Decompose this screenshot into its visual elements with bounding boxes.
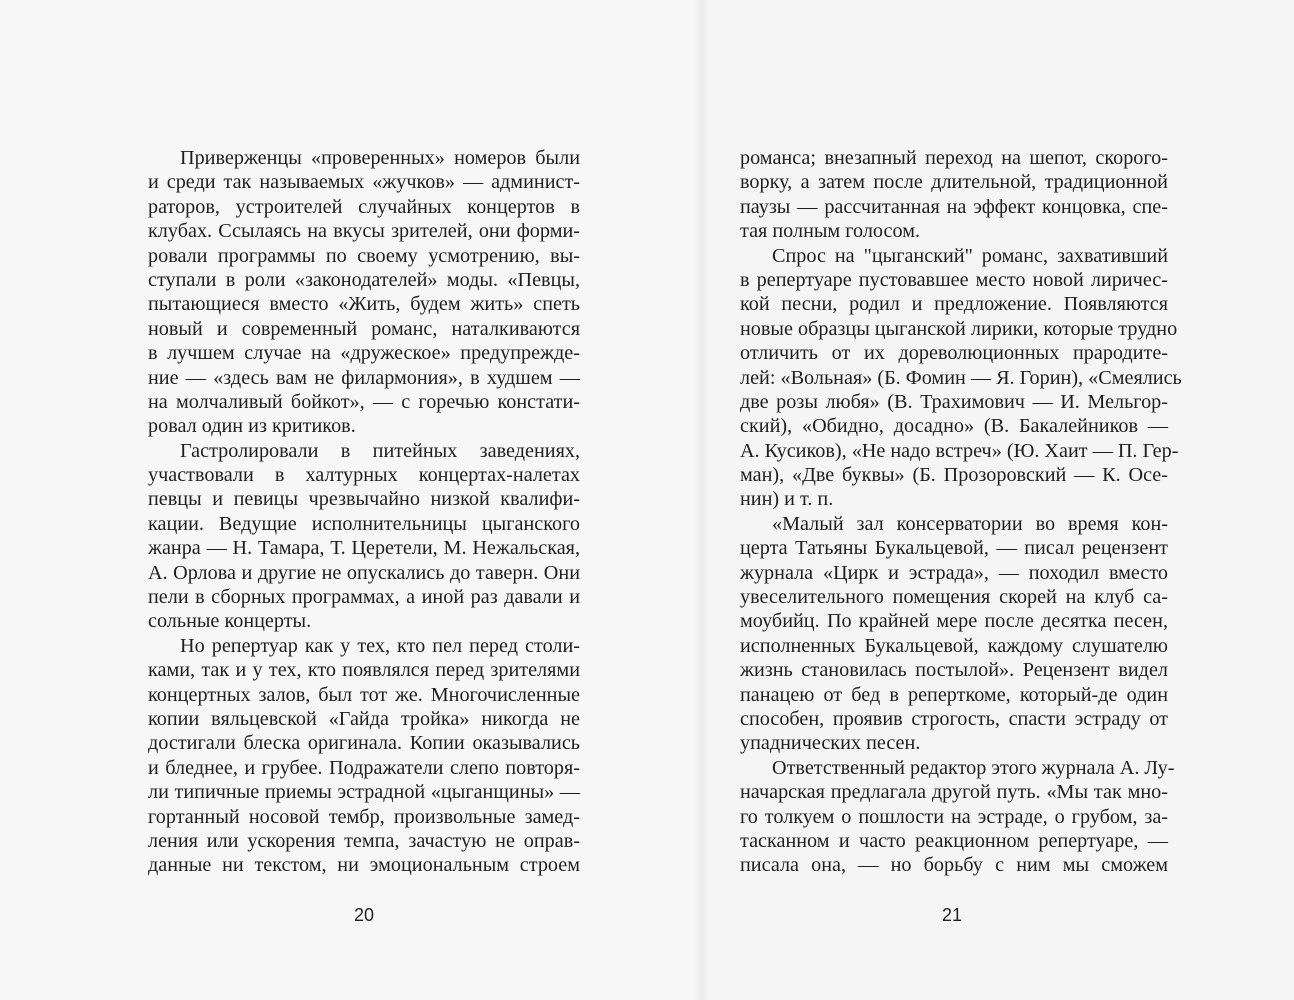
text-line: сольные концерты.: [148, 610, 312, 633]
text-line: гортанный носовой тембр, произвольные замед-: [148, 805, 580, 828]
right-page-text: [740, 146, 1182, 878]
text-line: достигали блеска оригинала. Копии оказывались: [148, 732, 580, 755]
text-line: ли типичные приемы эстрадной «цыганщины» —: [148, 781, 580, 804]
text-line: кации. Ведущие исполнительницы цыганского: [148, 512, 580, 535]
text-line: копии вяльцевской «Гайда тройка» никогда не: [148, 707, 580, 730]
left-page-number: 20: [354, 905, 375, 925]
text-line: кой песни, родил и предложение. Появляются: [740, 293, 1168, 316]
text-line: А. Кусиков), «Не надо встреч» (Ю. Хаит — П. Гер-: [740, 439, 1179, 462]
text-line: две розы любя» (В. Трахимович — И. Мельгор-: [740, 390, 1168, 413]
text-line: Гастролировали в питейных заведениях,: [180, 439, 580, 462]
text-line: на молчаливый бойкот», — с горечью констати-: [148, 390, 580, 413]
text-line: концертных залов, был тот же. Многочисленные: [148, 683, 580, 706]
text-line: журнала «Цирк и эстрада», — походил вместо: [740, 561, 1168, 584]
text-line: отличить от их дореволюционных прародите-: [740, 342, 1168, 365]
text-line: упаднических песен.: [740, 732, 921, 755]
text-line: новый и современный романс, наталкиваются: [148, 317, 580, 340]
text-line: Приверженцы «проверенных» номеров были: [180, 147, 580, 169]
text-line: ние — «здесь вам не филармония», в худшем —: [148, 366, 580, 389]
text-line: тая полным голосом.: [740, 220, 921, 243]
text-line: паузы — рассчитанная на эффект концовка, спе-: [740, 195, 1168, 218]
left-page-text: [148, 146, 580, 878]
text-line: ворку, а затем после длительной, традиционной: [740, 171, 1168, 194]
text-line: Ответственный редактор этого журнала А. Лу-: [772, 756, 1175, 779]
book-gutter: [692, 0, 710, 1000]
text-line: в репертуаре пустовавшее место новой лиричес-: [740, 268, 1168, 291]
text-line: тасканном и часто реакционном репертуаре, —: [740, 829, 1168, 852]
text-line: лей: «Вольная» (Б. Фомин — Я. Горин), «Смеялись: [740, 366, 1182, 389]
text-line: клубах. Ссылаясь на вкусы зрителей, они форми-: [148, 220, 580, 243]
right-page-number: 21: [942, 905, 963, 925]
text-line: романса; внезапный переход на шепот, скорого-: [740, 147, 1168, 169]
text-line: в лучшем случае на «дружеское» предупрежде-: [148, 342, 580, 365]
text-line: писала она, — но борьбу с ним мы сможем: [740, 854, 1168, 877]
text-line: панацею от бед в реперткоме, который-де один: [740, 683, 1168, 706]
text-line: ступали в роли «законодателей» моды. «Певцы,: [148, 268, 580, 291]
text-line: «Малый зал консерватории во время кон-: [772, 512, 1168, 535]
text-line: ский), «Обидно, досадно» (В. Бакалейников —: [740, 415, 1168, 438]
text-line: нин) и т. п.: [740, 488, 834, 511]
text-line: моубийц. По крайней мере после десятка песен,: [740, 610, 1168, 633]
text-line: пели в сборных программах, а иной раз давали и: [148, 586, 580, 609]
text-line: ровали программы по своему усмотрению, вы-: [148, 244, 580, 267]
text-line: участвовали в халтурных концертах-налетах: [148, 464, 580, 487]
text-line: увеселительного помещения скорей на клуб са-: [740, 586, 1168, 609]
text-line: данные ни текстом, ни эмоциональным строем: [148, 854, 580, 877]
text-line: ман), «Две буквы» (Б. Прозоровский — К. Осе-: [740, 464, 1168, 487]
text-line: жизнь становилась постылой». Рецензент видел: [740, 659, 1168, 682]
right-page: [700, 0, 1294, 1000]
text-line: Спрос на "цыганский" романс, захвативший: [772, 244, 1168, 267]
text-line: ления или ускорения темпа, зачастую не оправ-: [148, 829, 580, 852]
text-line: ками, так и у тех, кто появлялся перед зрителями: [148, 659, 580, 682]
text-line: начарская предлагала другой путь. «Мы так мно-: [740, 781, 1168, 804]
text-line: певцы и певицы чрезвычайно низкой квалифи-: [148, 488, 580, 511]
text-line: и среди так называемых «жучков» — админист-: [148, 171, 580, 194]
text-line: церта Татьяны Букальцевой, — писал рецензент: [740, 537, 1168, 560]
text-line: пытающиеся вместо «Жить, будем жить» спеть: [148, 293, 580, 316]
text-line: жанра — Н. Тамара, Т. Церетели, М. Нежальская,: [148, 537, 580, 560]
text-line: и бледнее, и грубее. Подражатели слепо повторя-: [148, 756, 580, 779]
text-line: способен, проявив строгость, спасти эстраду от: [740, 707, 1168, 730]
text-line: раторов, устроителей случайных концертов в: [148, 195, 580, 218]
text-line: А. Орлова и другие не опускались до таверн. Они: [148, 561, 580, 584]
text-line: новые образцы цыганской лирики, которые трудно: [740, 317, 1178, 340]
text-line: ровал один из критиков.: [148, 415, 356, 438]
text-line: го толкуем о пошлости на эстраде, о грубом, за-: [740, 805, 1168, 828]
text-line: Но репертуар как у тех, кто пел перед столи-: [180, 634, 580, 657]
text-line: исполненных Букальцевой, каждому слушателю: [740, 634, 1168, 657]
